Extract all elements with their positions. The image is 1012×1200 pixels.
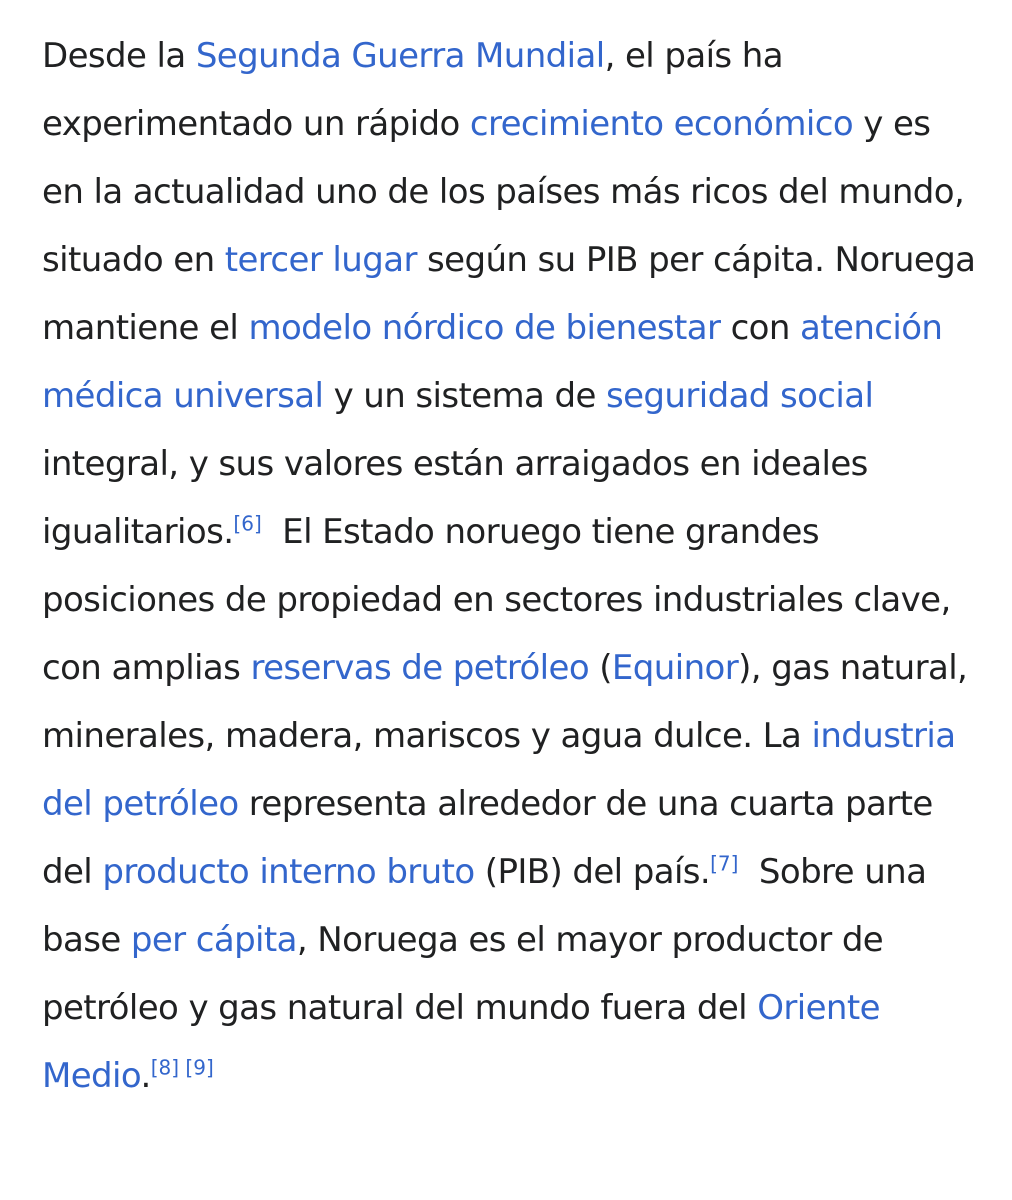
citation-ref-9[interactable]: [9] (185, 1055, 214, 1080)
paragraph-text: Sobre una base (42, 852, 937, 960)
link-per-capita[interactable]: per cápita (130, 920, 297, 960)
paragraph-text: según su PIB per cápita. Noruega mantiene el (42, 240, 976, 348)
link-producto-interno-bruto[interactable]: producto interno bruto (102, 852, 475, 892)
citation-ref-6[interactable]: [6] (233, 511, 262, 536)
link-industria-del-petroleo[interactable]: industria del petróleo (42, 716, 956, 824)
link-crecimiento-economico[interactable]: crecimiento económico (469, 104, 854, 144)
paragraph-text: ( (589, 648, 612, 688)
paragraph-text: ), gas natural, minerales, madera, mariscos y agua dulce. La (42, 648, 968, 756)
paragraph-text: integral, y sus valores están arraigados en ideales igualitarios. (42, 444, 868, 552)
paragraph-text: , Noruega es el mayor productor de petróleo y gas natural del mundo fuera del (42, 920, 884, 1028)
paragraph-text: con (720, 308, 801, 348)
paragraph-text: y es en la actualidad uno de los países más ricos del mundo, situado en (42, 104, 965, 280)
article-paragraph (42, 22, 977, 1110)
link-modelo-nordico-de-bienestar[interactable]: modelo nórdico de bienestar (248, 308, 721, 348)
citation-ref-8[interactable]: [8] (150, 1055, 180, 1080)
link-reservas-de-petroleo[interactable]: reservas de petróleo (250, 648, 590, 688)
paragraph-text: representa alrededor de una cuarta parte del (42, 784, 933, 892)
paragraph-text: , el país ha experimentado un rápido (42, 36, 783, 144)
paragraph-text: Desde la (42, 36, 196, 76)
paragraph-text: . (140, 1056, 151, 1096)
link-equinor[interactable]: Equinor (611, 648, 739, 688)
link-oriente-medio[interactable]: Oriente Medio (42, 988, 880, 1096)
link-tercer-lugar[interactable]: tercer lugar (224, 240, 417, 280)
citation-ref-7[interactable]: [7] (710, 851, 739, 876)
paragraph-text: El Estado noruego tiene grandes posiciones de propiedad en sectores industriales clave, con amplias (42, 512, 961, 688)
link-seguridad-social[interactable]: seguridad social (606, 376, 874, 416)
paragraph-text: y un sistema de (323, 376, 606, 416)
link-atencion-medica-universal[interactable]: atención médica universal (42, 308, 943, 416)
link-segunda-guerra-mundial[interactable]: Segunda Guerra Mundial (195, 36, 605, 76)
paragraph-text: (PIB) del país. (474, 852, 711, 892)
